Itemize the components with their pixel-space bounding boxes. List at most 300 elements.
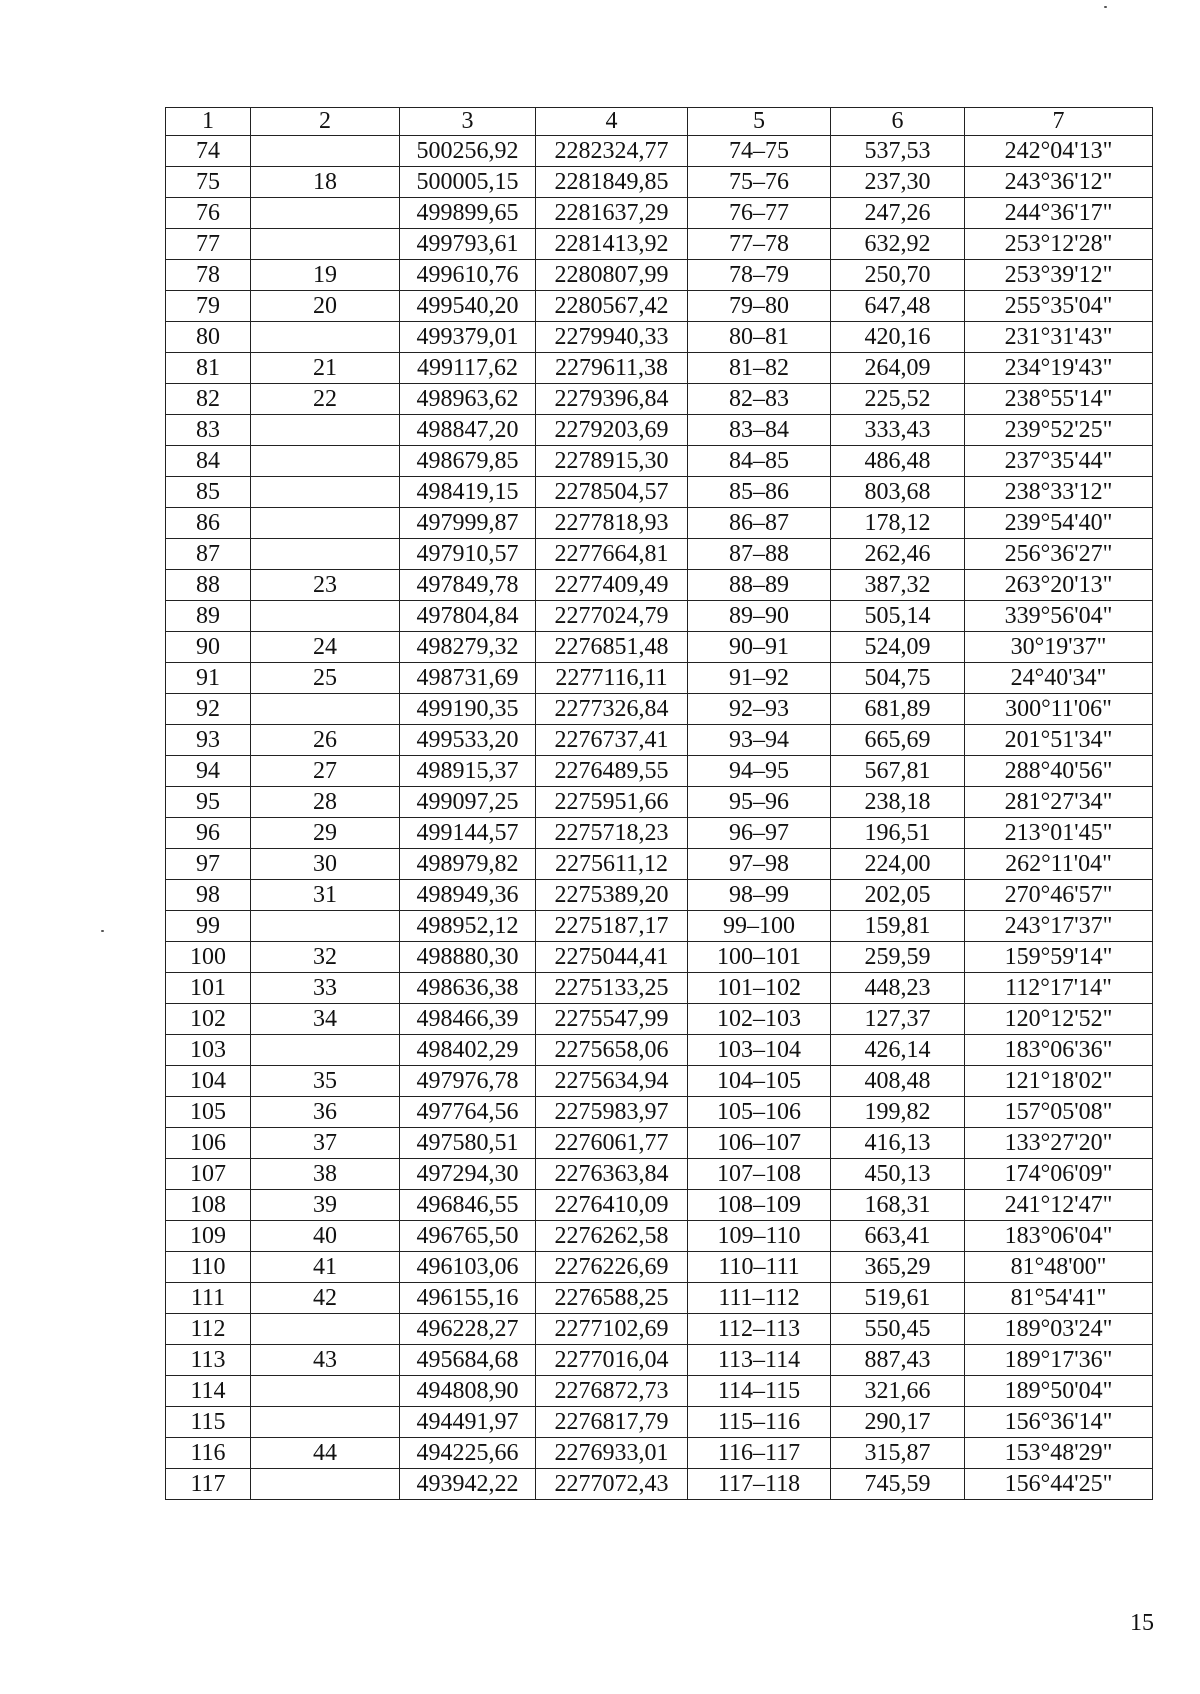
length-cell: 321,66 (831, 1376, 965, 1407)
segment-cell: 96–97 (688, 818, 831, 849)
table-row (166, 1314, 1153, 1345)
segment-cell: 89–90 (688, 601, 831, 632)
y-coordinate-cell: 2277024,79 (536, 601, 688, 632)
y-coordinate-cell: 2276872,73 (536, 1376, 688, 1407)
turning-point-cell: 20 (251, 291, 400, 322)
segment-cell: 79–80 (688, 291, 831, 322)
y-coordinate-cell: 2276817,79 (536, 1407, 688, 1438)
point-number-cell: 116 (166, 1438, 251, 1469)
point-number-cell: 80 (166, 322, 251, 353)
x-coordinate-cell: 497910,57 (400, 539, 536, 570)
length-cell: 647,48 (831, 291, 965, 322)
x-coordinate-cell: 498279,32 (400, 632, 536, 663)
segment-cell: 108–109 (688, 1190, 831, 1221)
table-row (166, 1438, 1153, 1469)
y-coordinate-cell: 2276851,48 (536, 632, 688, 663)
table-row (166, 1066, 1153, 1097)
table-row (166, 136, 1153, 167)
bearing-cell: 253°39'12" (965, 260, 1153, 291)
length-cell: 237,30 (831, 167, 965, 198)
y-coordinate-cell: 2277818,93 (536, 508, 688, 539)
turning-point-cell: 30 (251, 849, 400, 880)
x-coordinate-cell: 499097,25 (400, 787, 536, 818)
point-number-cell: 75 (166, 167, 251, 198)
x-coordinate-cell: 497849,78 (400, 570, 536, 601)
turning-point-cell: 36 (251, 1097, 400, 1128)
table-row (166, 353, 1153, 384)
point-number-cell: 106 (166, 1128, 251, 1159)
table-row (166, 446, 1153, 477)
length-cell: 238,18 (831, 787, 965, 818)
segment-cell: 94–95 (688, 756, 831, 787)
segment-cell: 87–88 (688, 539, 831, 570)
length-cell: 665,69 (831, 725, 965, 756)
point-number-cell: 93 (166, 725, 251, 756)
point-number-cell: 78 (166, 260, 251, 291)
length-cell: 486,48 (831, 446, 965, 477)
x-coordinate-cell: 496765,50 (400, 1221, 536, 1252)
length-cell: 196,51 (831, 818, 965, 849)
point-number-cell: 102 (166, 1004, 251, 1035)
turning-point-cell (251, 1407, 400, 1438)
segment-cell: 104–105 (688, 1066, 831, 1097)
table-row (166, 818, 1153, 849)
point-number-cell: 117 (166, 1469, 251, 1500)
y-coordinate-cell: 2275718,23 (536, 818, 688, 849)
x-coordinate-cell: 497580,51 (400, 1128, 536, 1159)
point-number-cell: 115 (166, 1407, 251, 1438)
point-number-cell: 113 (166, 1345, 251, 1376)
table-row (166, 260, 1153, 291)
segment-cell: 91–92 (688, 663, 831, 694)
length-cell: 550,45 (831, 1314, 965, 1345)
segment-cell: 113–114 (688, 1345, 831, 1376)
turning-point-cell: 33 (251, 973, 400, 1004)
bearing-cell: 238°55'14" (965, 384, 1153, 415)
table-row (166, 880, 1153, 911)
segment-cell: 100–101 (688, 942, 831, 973)
segment-cell: 76–77 (688, 198, 831, 229)
table-row (166, 1004, 1153, 1035)
segment-cell: 83–84 (688, 415, 831, 446)
turning-point-cell (251, 1469, 400, 1500)
length-cell: 259,59 (831, 942, 965, 973)
length-cell: 420,16 (831, 322, 965, 353)
column-header: 7 (965, 108, 1153, 136)
table-row (166, 1159, 1153, 1190)
turning-point-cell: 35 (251, 1066, 400, 1097)
table-header-row (166, 108, 1153, 136)
length-cell: 262,46 (831, 539, 965, 570)
x-coordinate-cell: 498880,30 (400, 942, 536, 973)
bearing-cell: 239°54'40" (965, 508, 1153, 539)
segment-cell: 107–108 (688, 1159, 831, 1190)
y-coordinate-cell: 2278504,57 (536, 477, 688, 508)
y-coordinate-cell: 2277326,84 (536, 694, 688, 725)
y-coordinate-cell: 2275389,20 (536, 880, 688, 911)
y-coordinate-cell: 2276410,09 (536, 1190, 688, 1221)
table-row (166, 415, 1153, 446)
table-row (166, 942, 1153, 973)
point-number-cell: 76 (166, 198, 251, 229)
length-cell: 168,31 (831, 1190, 965, 1221)
y-coordinate-cell: 2275044,41 (536, 942, 688, 973)
bearing-cell: 242°04'13" (965, 136, 1153, 167)
segment-cell: 92–93 (688, 694, 831, 725)
point-number-cell: 109 (166, 1221, 251, 1252)
y-coordinate-cell: 2276363,84 (536, 1159, 688, 1190)
bearing-cell: 243°17'37" (965, 911, 1153, 942)
bearing-cell: 174°06'09" (965, 1159, 1153, 1190)
bearing-cell: 183°06'36" (965, 1035, 1153, 1066)
column-header: 5 (688, 108, 831, 136)
segment-cell: 101–102 (688, 973, 831, 1004)
y-coordinate-cell: 2277102,69 (536, 1314, 688, 1345)
length-cell: 519,61 (831, 1283, 965, 1314)
turning-point-cell: 27 (251, 756, 400, 787)
turning-point-cell (251, 322, 400, 353)
point-number-cell: 114 (166, 1376, 251, 1407)
turning-point-cell (251, 446, 400, 477)
x-coordinate-cell: 500005,15 (400, 167, 536, 198)
bearing-cell: 281°27'34" (965, 787, 1153, 818)
x-coordinate-cell: 498952,12 (400, 911, 536, 942)
bearing-cell: 234°19'43" (965, 353, 1153, 384)
table-row (166, 601, 1153, 632)
segment-cell: 99–100 (688, 911, 831, 942)
bearing-cell: 112°17'14" (965, 973, 1153, 1004)
table-body (166, 136, 1153, 1500)
point-number-cell: 77 (166, 229, 251, 260)
turning-point-cell: 19 (251, 260, 400, 291)
segment-cell: 85–86 (688, 477, 831, 508)
x-coordinate-cell: 497976,78 (400, 1066, 536, 1097)
x-coordinate-cell: 499117,62 (400, 353, 536, 384)
bearing-cell: 255°35'04" (965, 291, 1153, 322)
x-coordinate-cell: 496155,16 (400, 1283, 536, 1314)
x-coordinate-cell: 499379,01 (400, 322, 536, 353)
point-number-cell: 96 (166, 818, 251, 849)
x-coordinate-cell: 499144,57 (400, 818, 536, 849)
table-row (166, 1345, 1153, 1376)
bearing-cell: 24°40'34" (965, 663, 1153, 694)
turning-point-cell: 44 (251, 1438, 400, 1469)
table-row (166, 1128, 1153, 1159)
bearing-cell: 231°31'43" (965, 322, 1153, 353)
segment-cell: 84–85 (688, 446, 831, 477)
length-cell: 247,26 (831, 198, 965, 229)
bearing-cell: 239°52'25" (965, 415, 1153, 446)
x-coordinate-cell: 499899,65 (400, 198, 536, 229)
turning-point-cell: 21 (251, 353, 400, 384)
table-row (166, 663, 1153, 694)
length-cell: 567,81 (831, 756, 965, 787)
bearing-cell: 237°35'44" (965, 446, 1153, 477)
segment-cell: 116–117 (688, 1438, 831, 1469)
length-cell: 202,05 (831, 880, 965, 911)
bearing-cell: 201°51'34" (965, 725, 1153, 756)
turning-point-cell: 29 (251, 818, 400, 849)
point-number-cell: 112 (166, 1314, 251, 1345)
length-cell: 250,70 (831, 260, 965, 291)
segment-cell: 105–106 (688, 1097, 831, 1128)
coordinates-table (165, 107, 1153, 1500)
table-row (166, 1221, 1153, 1252)
table-row (166, 694, 1153, 725)
table-row (166, 167, 1153, 198)
table-row (166, 229, 1153, 260)
bearing-cell: 156°36'14" (965, 1407, 1153, 1438)
segment-cell: 82–83 (688, 384, 831, 415)
y-coordinate-cell: 2276489,55 (536, 756, 688, 787)
turning-point-cell: 23 (251, 570, 400, 601)
turning-point-cell (251, 477, 400, 508)
turning-point-cell (251, 911, 400, 942)
point-number-cell: 98 (166, 880, 251, 911)
bearing-cell: 244°36'17" (965, 198, 1153, 229)
bearing-cell: 133°27'20" (965, 1128, 1153, 1159)
length-cell: 290,17 (831, 1407, 965, 1438)
turning-point-cell: 42 (251, 1283, 400, 1314)
length-cell: 408,48 (831, 1066, 965, 1097)
length-cell: 416,13 (831, 1128, 965, 1159)
segment-cell: 75–76 (688, 167, 831, 198)
y-coordinate-cell: 2276737,41 (536, 725, 688, 756)
bearing-cell: 30°19'37" (965, 632, 1153, 663)
x-coordinate-cell: 499533,20 (400, 725, 536, 756)
point-number-cell: 100 (166, 942, 251, 973)
y-coordinate-cell: 2276588,25 (536, 1283, 688, 1314)
y-coordinate-cell: 2279396,84 (536, 384, 688, 415)
turning-point-cell (251, 1035, 400, 1066)
y-coordinate-cell: 2278915,30 (536, 446, 688, 477)
bearing-cell: 213°01'45" (965, 818, 1153, 849)
table-row (166, 1097, 1153, 1128)
y-coordinate-cell: 2275983,97 (536, 1097, 688, 1128)
point-number-cell: 81 (166, 353, 251, 384)
bearing-cell: 263°20'13" (965, 570, 1153, 601)
x-coordinate-cell: 494491,97 (400, 1407, 536, 1438)
length-cell: 681,89 (831, 694, 965, 725)
segment-cell: 110–111 (688, 1252, 831, 1283)
point-number-cell: 104 (166, 1066, 251, 1097)
segment-cell: 95–96 (688, 787, 831, 818)
point-number-cell: 95 (166, 787, 251, 818)
length-cell: 537,53 (831, 136, 965, 167)
point-number-cell: 74 (166, 136, 251, 167)
segment-cell: 103–104 (688, 1035, 831, 1066)
bearing-cell: 238°33'12" (965, 477, 1153, 508)
bearing-cell: 81°48'00" (965, 1252, 1153, 1283)
y-coordinate-cell: 2275658,06 (536, 1035, 688, 1066)
table-row (166, 1035, 1153, 1066)
point-number-cell: 87 (166, 539, 251, 570)
turning-point-cell (251, 1314, 400, 1345)
point-number-cell: 99 (166, 911, 251, 942)
turning-point-cell: 41 (251, 1252, 400, 1283)
x-coordinate-cell: 499190,35 (400, 694, 536, 725)
y-coordinate-cell: 2280807,99 (536, 260, 688, 291)
point-number-cell: 105 (166, 1097, 251, 1128)
turning-point-cell: 18 (251, 167, 400, 198)
bearing-cell: 81°54'41" (965, 1283, 1153, 1314)
x-coordinate-cell: 498466,39 (400, 1004, 536, 1035)
point-number-cell: 101 (166, 973, 251, 1004)
length-cell: 450,13 (831, 1159, 965, 1190)
point-number-cell: 107 (166, 1159, 251, 1190)
segment-cell: 117–118 (688, 1469, 831, 1500)
point-number-cell: 79 (166, 291, 251, 322)
turning-point-cell: 34 (251, 1004, 400, 1035)
scan-speck (101, 930, 104, 932)
y-coordinate-cell: 2277072,43 (536, 1469, 688, 1500)
turning-point-cell (251, 508, 400, 539)
point-number-cell: 83 (166, 415, 251, 446)
x-coordinate-cell: 493942,22 (400, 1469, 536, 1500)
y-coordinate-cell: 2279940,33 (536, 322, 688, 353)
turning-point-cell: 39 (251, 1190, 400, 1221)
segment-cell: 80–81 (688, 322, 831, 353)
bearing-cell: 153°48'29" (965, 1438, 1153, 1469)
y-coordinate-cell: 2277664,81 (536, 539, 688, 570)
table-row (166, 973, 1153, 1004)
segment-cell: 88–89 (688, 570, 831, 601)
y-coordinate-cell: 2281637,29 (536, 198, 688, 229)
length-cell: 264,09 (831, 353, 965, 384)
y-coordinate-cell: 2279611,38 (536, 353, 688, 384)
turning-point-cell: 31 (251, 880, 400, 911)
segment-cell: 109–110 (688, 1221, 831, 1252)
x-coordinate-cell: 494225,66 (400, 1438, 536, 1469)
length-cell: 178,12 (831, 508, 965, 539)
turning-point-cell (251, 136, 400, 167)
column-header: 1 (166, 108, 251, 136)
column-header: 4 (536, 108, 688, 136)
x-coordinate-cell: 498731,69 (400, 663, 536, 694)
bearing-cell: 189°17'36" (965, 1345, 1153, 1376)
length-cell: 505,14 (831, 601, 965, 632)
table-row (166, 1407, 1153, 1438)
y-coordinate-cell: 2280567,42 (536, 291, 688, 322)
length-cell: 448,23 (831, 973, 965, 1004)
length-cell: 504,75 (831, 663, 965, 694)
y-coordinate-cell: 2275634,94 (536, 1066, 688, 1097)
length-cell: 127,37 (831, 1004, 965, 1035)
turning-point-cell (251, 1376, 400, 1407)
turning-point-cell (251, 229, 400, 260)
table-row (166, 911, 1153, 942)
length-cell: 745,59 (831, 1469, 965, 1500)
bearing-cell: 121°18'02" (965, 1066, 1153, 1097)
segment-cell: 93–94 (688, 725, 831, 756)
column-header: 3 (400, 108, 536, 136)
length-cell: 663,41 (831, 1221, 965, 1252)
point-number-cell: 108 (166, 1190, 251, 1221)
y-coordinate-cell: 2277409,49 (536, 570, 688, 601)
point-number-cell: 97 (166, 849, 251, 880)
bearing-cell: 270°46'57" (965, 880, 1153, 911)
segment-cell: 90–91 (688, 632, 831, 663)
bearing-cell: 339°56'04" (965, 601, 1153, 632)
table-row (166, 849, 1153, 880)
y-coordinate-cell: 2275611,12 (536, 849, 688, 880)
bearing-cell: 189°03'24" (965, 1314, 1153, 1345)
bearing-cell: 156°44'25" (965, 1469, 1153, 1500)
turning-point-cell (251, 415, 400, 446)
table-row (166, 1283, 1153, 1314)
table-row (166, 725, 1153, 756)
x-coordinate-cell: 497999,87 (400, 508, 536, 539)
table-row (166, 384, 1153, 415)
length-cell: 887,43 (831, 1345, 965, 1376)
scan-speck (1104, 6, 1107, 8)
length-cell: 524,09 (831, 632, 965, 663)
length-cell: 333,43 (831, 415, 965, 446)
y-coordinate-cell: 2276226,69 (536, 1252, 688, 1283)
y-coordinate-cell: 2282324,77 (536, 136, 688, 167)
x-coordinate-cell: 498419,15 (400, 477, 536, 508)
x-coordinate-cell: 496103,06 (400, 1252, 536, 1283)
y-coordinate-cell: 2276933,01 (536, 1438, 688, 1469)
y-coordinate-cell: 2275547,99 (536, 1004, 688, 1035)
turning-point-cell: 32 (251, 942, 400, 973)
segment-cell: 78–79 (688, 260, 831, 291)
x-coordinate-cell: 496846,55 (400, 1190, 536, 1221)
point-number-cell: 86 (166, 508, 251, 539)
length-cell: 315,87 (831, 1438, 965, 1469)
turning-point-cell: 26 (251, 725, 400, 756)
point-number-cell: 94 (166, 756, 251, 787)
x-coordinate-cell: 498979,82 (400, 849, 536, 880)
segment-cell: 112–113 (688, 1314, 831, 1345)
table-row (166, 756, 1153, 787)
x-coordinate-cell: 495684,68 (400, 1345, 536, 1376)
turning-point-cell: 40 (251, 1221, 400, 1252)
turning-point-cell: 37 (251, 1128, 400, 1159)
length-cell: 159,81 (831, 911, 965, 942)
y-coordinate-cell: 2277116,11 (536, 663, 688, 694)
table-row (166, 198, 1153, 229)
x-coordinate-cell: 499793,61 (400, 229, 536, 260)
segment-cell: 81–82 (688, 353, 831, 384)
turning-point-cell: 24 (251, 632, 400, 663)
y-coordinate-cell: 2276262,58 (536, 1221, 688, 1252)
y-coordinate-cell: 2275187,17 (536, 911, 688, 942)
bearing-cell: 189°50'04" (965, 1376, 1153, 1407)
y-coordinate-cell: 2279203,69 (536, 415, 688, 446)
segment-cell: 115–116 (688, 1407, 831, 1438)
length-cell: 426,14 (831, 1035, 965, 1066)
y-coordinate-cell: 2275951,66 (536, 787, 688, 818)
bearing-cell: 262°11'04" (965, 849, 1153, 880)
segment-cell: 86–87 (688, 508, 831, 539)
turning-point-cell (251, 601, 400, 632)
turning-point-cell (251, 694, 400, 725)
x-coordinate-cell: 498915,37 (400, 756, 536, 787)
table-row (166, 787, 1153, 818)
length-cell: 225,52 (831, 384, 965, 415)
y-coordinate-cell: 2275133,25 (536, 973, 688, 1004)
segment-cell: 77–78 (688, 229, 831, 260)
segment-cell: 114–115 (688, 1376, 831, 1407)
point-number-cell: 91 (166, 663, 251, 694)
table-row (166, 1252, 1153, 1283)
bearing-cell: 256°36'27" (965, 539, 1153, 570)
length-cell: 632,92 (831, 229, 965, 260)
table-row (166, 508, 1153, 539)
point-number-cell: 85 (166, 477, 251, 508)
point-number-cell: 89 (166, 601, 251, 632)
